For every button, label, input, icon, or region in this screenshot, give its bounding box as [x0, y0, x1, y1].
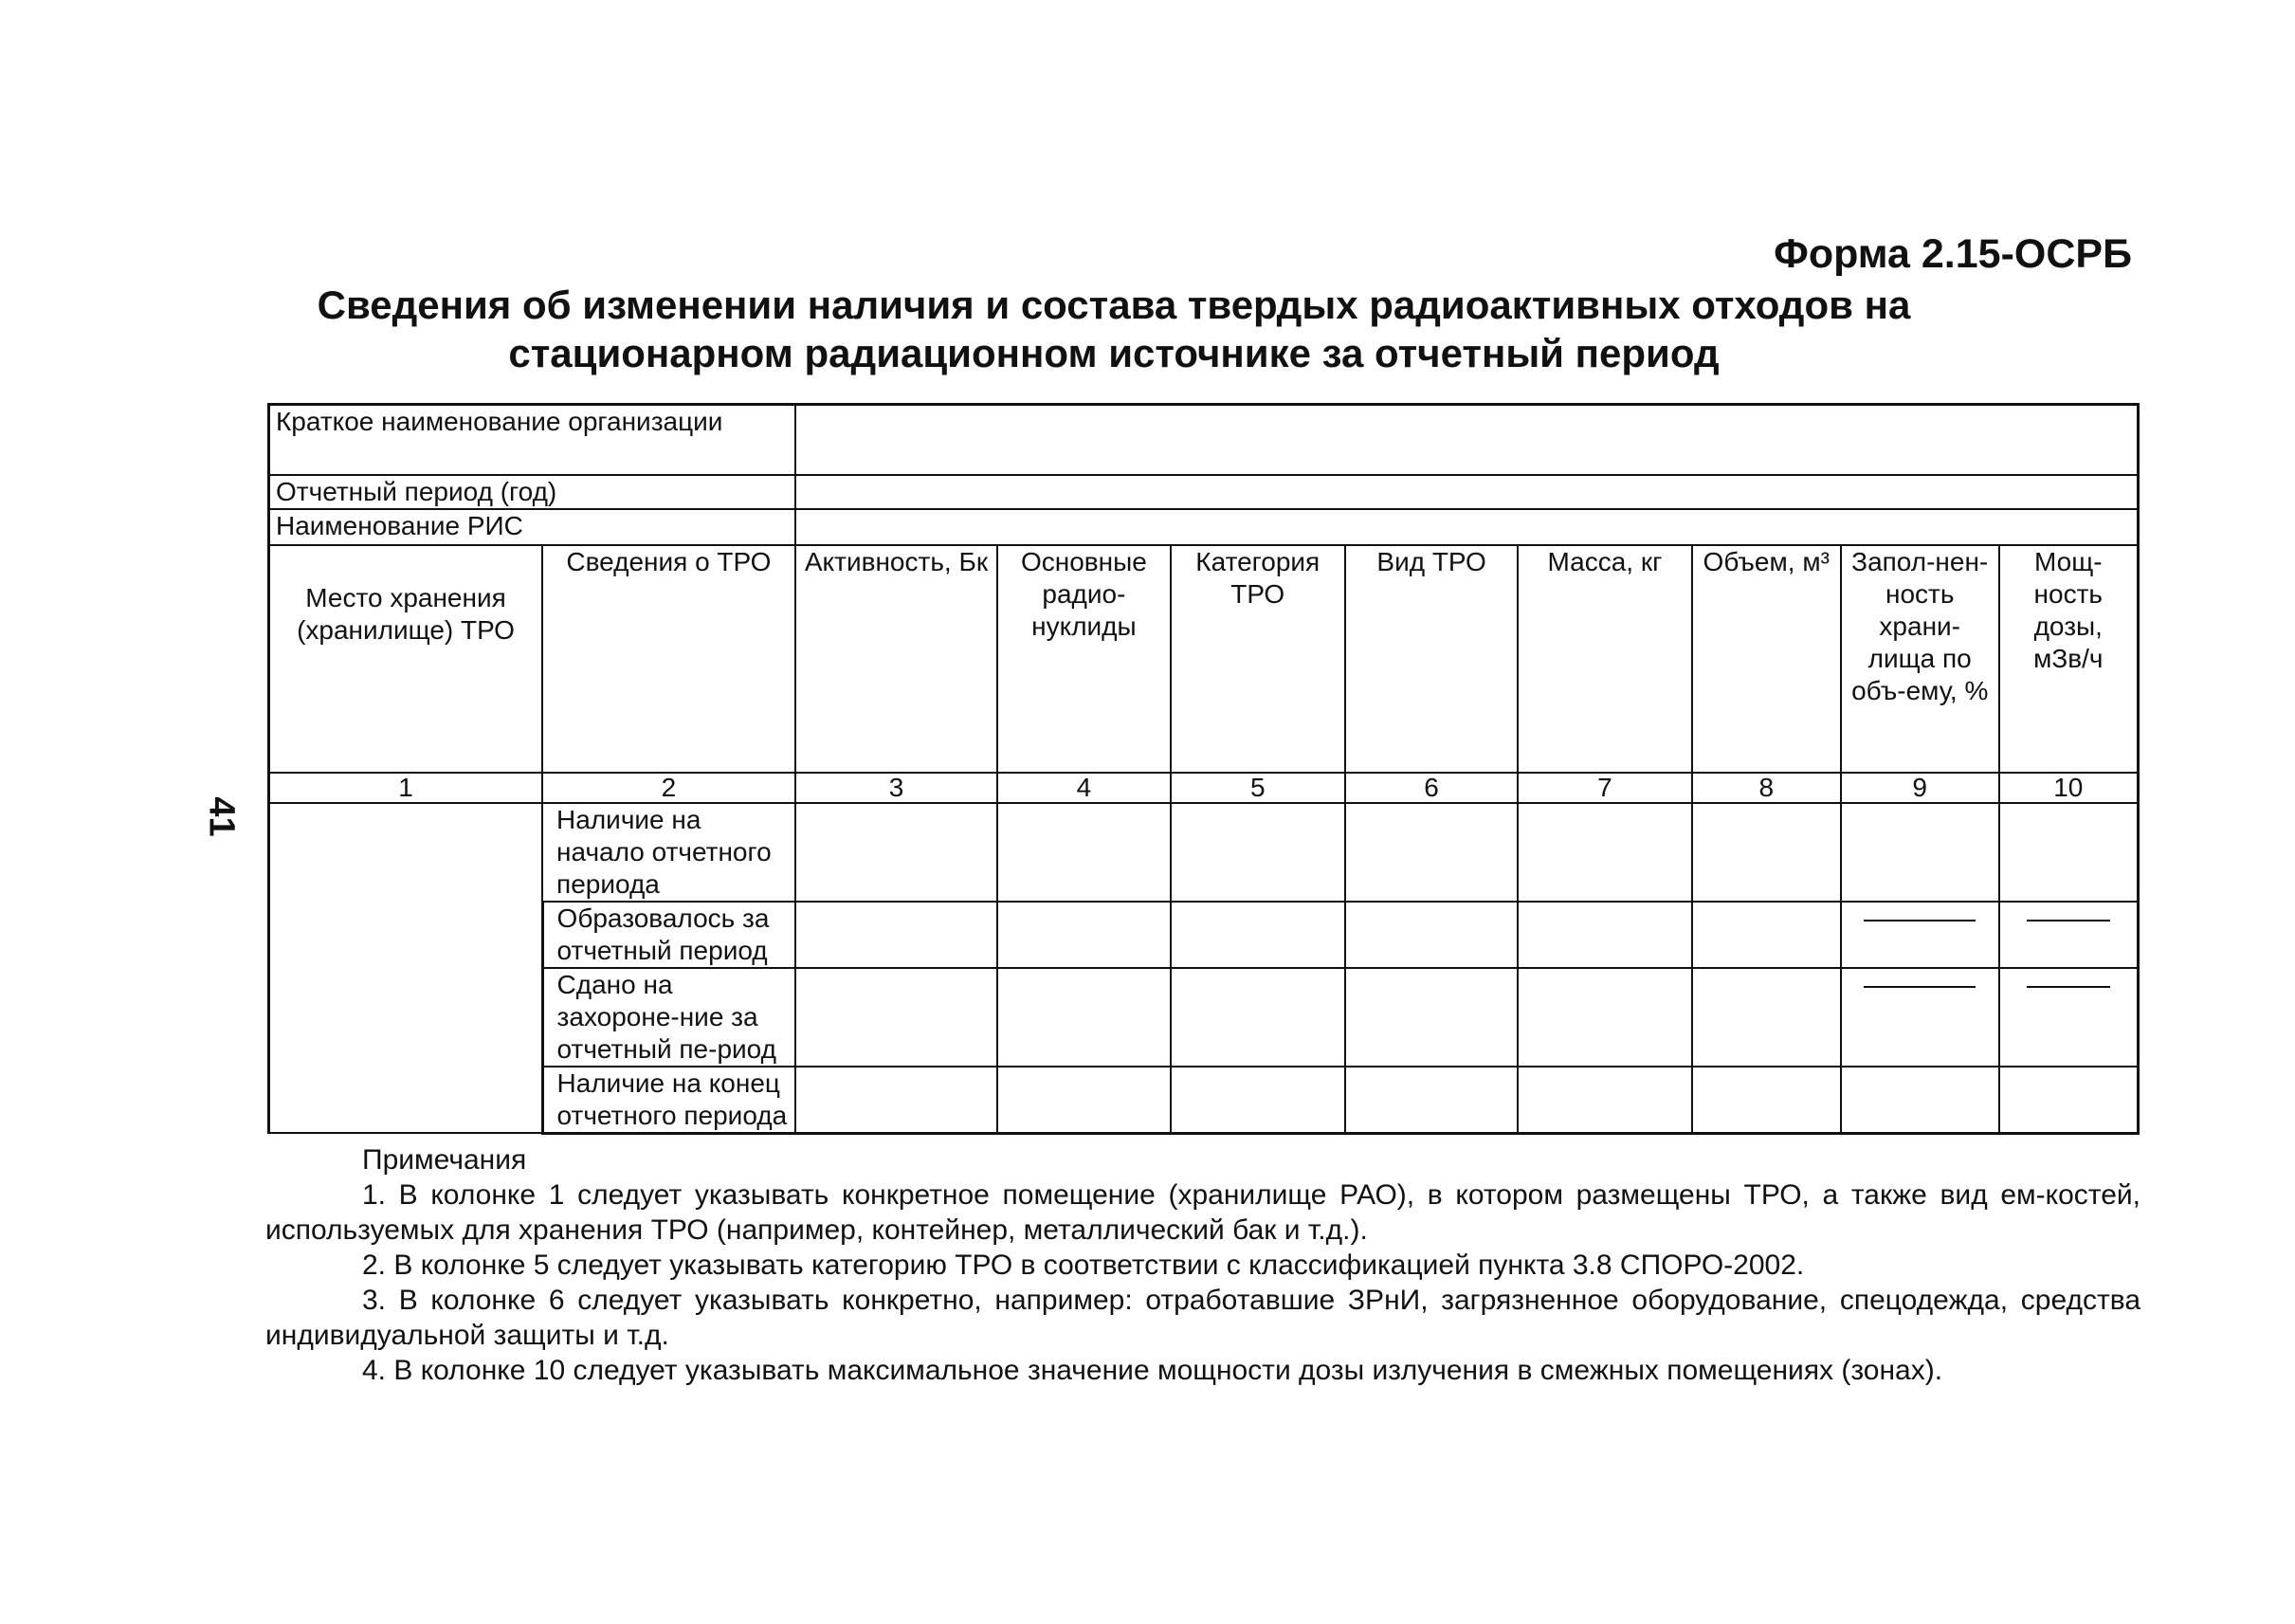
- storage-location-cell[interactable]: [269, 803, 543, 1134]
- cell-end-category[interactable]: [1171, 1067, 1345, 1134]
- col-number-3: 3: [795, 773, 998, 803]
- cell-formed-dose: [1999, 902, 2139, 968]
- cell-end-nuclides[interactable]: [997, 1067, 1170, 1134]
- col-header-10: Мощ-ность дозы, мЗв/ч: [1999, 545, 2139, 773]
- col-header-7: Масса, кг: [1518, 545, 1691, 773]
- col-number-6: 6: [1345, 773, 1518, 803]
- cell-disposed-mass[interactable]: [1518, 968, 1691, 1067]
- period-field[interactable]: [795, 475, 2139, 509]
- column-header-row: [269, 545, 2139, 773]
- notes: [265, 1142, 2140, 1388]
- info-label-organization: Краткое наименование организации: [269, 405, 795, 475]
- cell-formed-category[interactable]: [1171, 902, 1345, 968]
- col-header-4: Основные радио-нуклиды: [997, 545, 1170, 773]
- row-label-start: Наличие на начало отчетного периода: [542, 803, 795, 902]
- col-number-2: 2: [542, 773, 795, 803]
- info-row-ris: [269, 509, 2139, 545]
- row-label-end: Наличие на конец отчетного периода: [542, 1067, 795, 1134]
- col-header-3: Активность, Бк: [795, 545, 998, 773]
- cell-start-activity[interactable]: [795, 803, 998, 902]
- col-number-7: 7: [1518, 773, 1691, 803]
- form-title-line-1: Сведения об изменении наличия и состава твердых радиоактивных отходов на: [317, 283, 1911, 327]
- cell-start-dose[interactable]: [1999, 803, 2139, 902]
- form-title: [265, 281, 1962, 377]
- cell-end-type[interactable]: [1345, 1067, 1518, 1134]
- cell-formed-activity[interactable]: [795, 902, 998, 968]
- column-number-row: [269, 773, 2139, 803]
- organization-field[interactable]: [795, 405, 2139, 475]
- cell-disposed-volume[interactable]: [1692, 968, 1841, 1067]
- note-4: 4. В колонке 10 следует указывать максимальное значение мощности дозы излучения в смежных помещениях (зонах).: [362, 1355, 1943, 1386]
- cell-start-mass[interactable]: [1518, 803, 1691, 902]
- row-label-disposed: Сдано на захороне-ние за отчетный пе-риод: [542, 968, 795, 1067]
- cell-formed-mass[interactable]: [1518, 902, 1691, 968]
- form-label: Форма 2.15-ОСРБ: [1774, 231, 2132, 277]
- form-title-line-2: стационарном радиационном источнике за отчетный период: [508, 331, 1720, 375]
- col-header-1: Место хранения (хранилище) ТРО: [269, 545, 543, 773]
- info-label-ris: Наименование РИС: [269, 509, 795, 545]
- row-label-formed: Образовалось за отчетный период: [542, 902, 795, 968]
- cell-start-type[interactable]: [1345, 803, 1518, 902]
- cell-end-fill[interactable]: [1841, 1067, 1999, 1134]
- col-number-9: 9: [1841, 773, 1999, 803]
- page-number: 41: [201, 796, 242, 837]
- col-header-9: Запол-нен-ность храни-лища по объ-ему, %: [1841, 545, 1999, 773]
- cell-disposed-category[interactable]: [1171, 968, 1345, 1067]
- col-number-5: 5: [1171, 773, 1345, 803]
- col-header-6: Вид ТРО: [1345, 545, 1518, 773]
- note-3: 3. В колонке 6 следует указывать конкретно, например: отработавшие ЗРнИ, загрязненное оборудование, спецодежда, средства индивидуальной защиты и т.д.: [265, 1285, 2140, 1351]
- form-table: [267, 403, 2140, 1135]
- data-row-disposed: [269, 968, 2139, 1067]
- col-number-8: 8: [1692, 773, 1841, 803]
- col-number-1: 1: [269, 773, 543, 803]
- ris-field[interactable]: [795, 509, 2139, 545]
- cell-start-category[interactable]: [1171, 803, 1345, 902]
- cell-disposed-nuclides[interactable]: [997, 968, 1170, 1067]
- dash-mark: [2027, 920, 2110, 921]
- cell-disposed-fill: [1841, 968, 1999, 1067]
- col-number-4: 4: [997, 773, 1170, 803]
- note-2: 2. В колонке 5 следует указывать категорию ТРО в соответствии с классификацией пункта 3.8 СПОРО-2002.: [362, 1250, 1805, 1281]
- info-row-period: [269, 475, 2139, 509]
- cell-end-mass[interactable]: [1518, 1067, 1691, 1134]
- info-label-period: Отчетный период (год): [269, 475, 795, 509]
- cell-formed-volume[interactable]: [1692, 902, 1841, 968]
- cell-disposed-type[interactable]: [1345, 968, 1518, 1067]
- cell-start-nuclides[interactable]: [997, 803, 1170, 902]
- cell-formed-type[interactable]: [1345, 902, 1518, 968]
- dash-mark: [2027, 986, 2110, 988]
- note-1: 1. В колонке 1 следует указывать конкретное помещение (хранилище РАО), в котором размещены ТРО, а также вид ем-костей, используемых для хранения ТРО (например, контейнер, металлический бак и т.д.).: [265, 1179, 2140, 1246]
- data-row-start: [269, 803, 2139, 902]
- cell-disposed-dose: [1999, 968, 2139, 1067]
- cell-disposed-activity[interactable]: [795, 968, 998, 1067]
- col-header-5: Категория ТРО: [1171, 545, 1345, 773]
- cell-end-activity[interactable]: [795, 1067, 998, 1134]
- cell-end-dose[interactable]: [1999, 1067, 2139, 1134]
- data-row-end: [269, 1067, 2139, 1134]
- cell-end-volume[interactable]: [1692, 1067, 1841, 1134]
- col-header-8: Объем, м³: [1692, 545, 1841, 773]
- cell-start-fill[interactable]: [1841, 803, 1999, 902]
- col-header-2: Сведения о ТРО: [542, 545, 795, 773]
- cell-start-volume[interactable]: [1692, 803, 1841, 902]
- cell-formed-nuclides[interactable]: [997, 902, 1170, 968]
- cell-formed-fill: [1841, 902, 1999, 968]
- data-row-formed: [269, 902, 2139, 968]
- info-row-organization: [269, 405, 2139, 475]
- dash-mark: [1864, 920, 1976, 921]
- notes-heading: Примечания: [362, 1144, 527, 1176]
- col-number-10: 10: [1999, 773, 2139, 803]
- dash-mark: [1864, 986, 1976, 988]
